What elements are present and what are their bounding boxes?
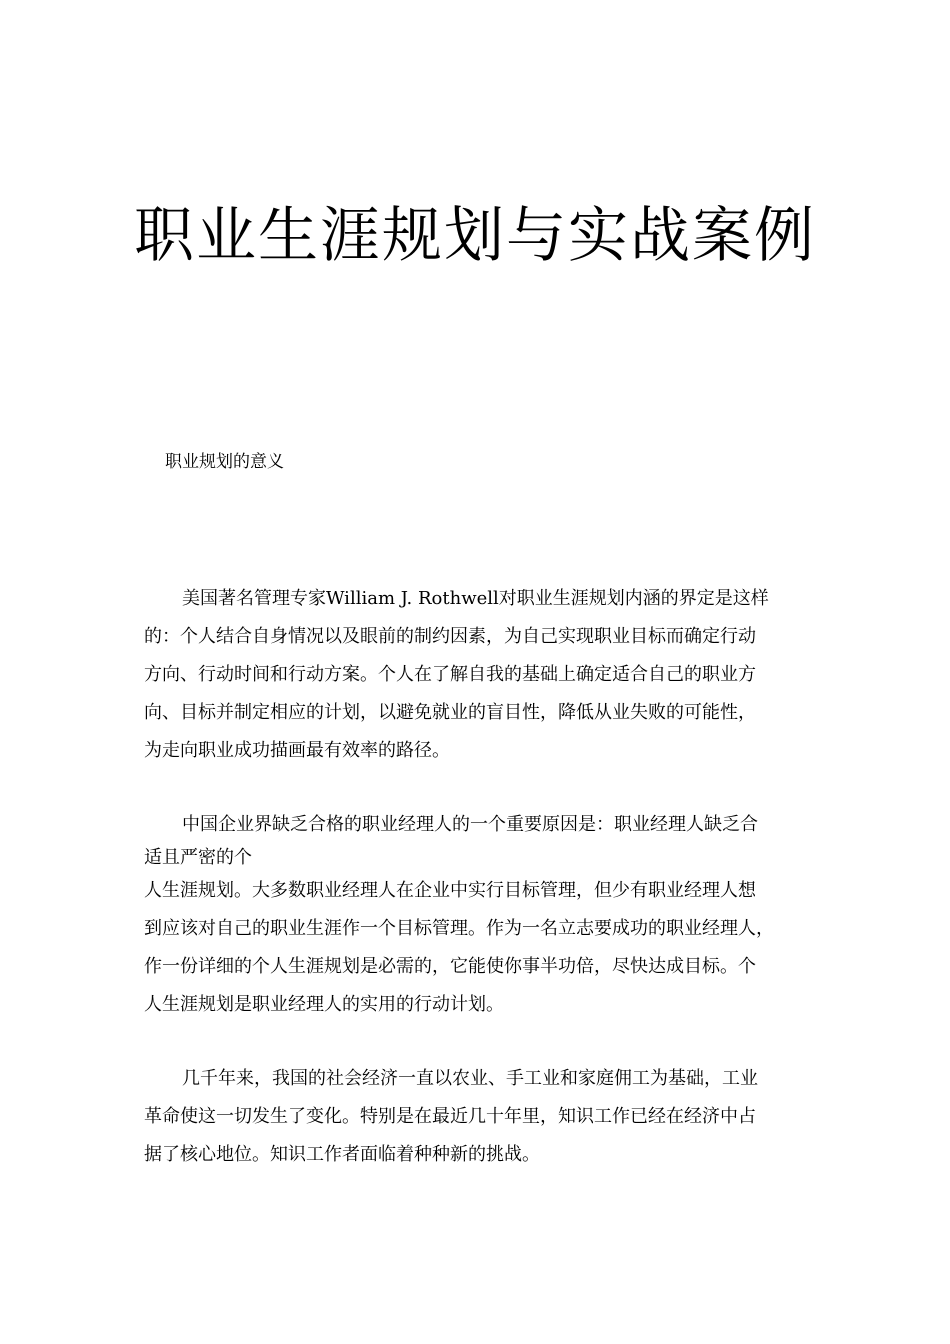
paragraph-line: 向、目标并制定相应的计划，以避免就业的盲目性，降低从业失败的可能性， — [144, 702, 756, 723]
paragraph-3 — [144, 1060, 810, 1174]
paragraph-line: 为走向职业成功描画最有效率的路径。 — [144, 740, 450, 761]
paragraph-line: 中国企业界缺乏合格的职业经理人的一个重要原因是：职业经理人缺乏合 — [182, 814, 758, 835]
paragraph-line: 的：个人结合自身情况以及眼前的制约因素，为自己实现职业目标而确定行动 — [144, 626, 756, 647]
section-heading: 职业规划的意义 — [165, 452, 284, 472]
paragraph-2 — [144, 806, 810, 1024]
paragraph-line: 人生涯规划。大多数职业经理人在企业中实行目标管理，但少有职业经理人想 — [144, 880, 756, 901]
paragraph-line: 据了核心地位。知识工作者面临着种种新的挑战。 — [144, 1144, 540, 1165]
paragraph-line: 到应该对自己的职业生涯作一个目标管理。作为一名立志要成功的职业经理人， — [144, 918, 774, 939]
paragraph-line: 美国著名管理专家William J. Rothwell对职业生涯规划内涵的界定是这样 — [182, 588, 769, 609]
body-text — [144, 580, 810, 1210]
paragraph-line: 人生涯规划是职业经理人的实用的行动计划。 — [144, 994, 504, 1015]
paragraph-line: 方向、行动时间和行动方案。个人在了解自我的基础上确定适合自己的职业方 — [144, 664, 756, 685]
paragraph-line: 适且严密的个 — [144, 847, 252, 868]
paragraph-line: 几千年来，我国的社会经济一直以农业、手工业和家庭佣工为基础，工业 — [182, 1068, 758, 1089]
paragraph-1 — [144, 580, 810, 770]
page-title: 职业生涯规划与实战案例 — [134, 201, 816, 271]
paragraph-line: 作一份详细的个人生涯规划是必需的，它能使你事半功倍，尽快达成目标。个 — [144, 956, 756, 977]
paragraph-line: 革命使这一切发生了变化。特别是在最近几十年里，知识工作已经在经济中占 — [144, 1106, 756, 1127]
